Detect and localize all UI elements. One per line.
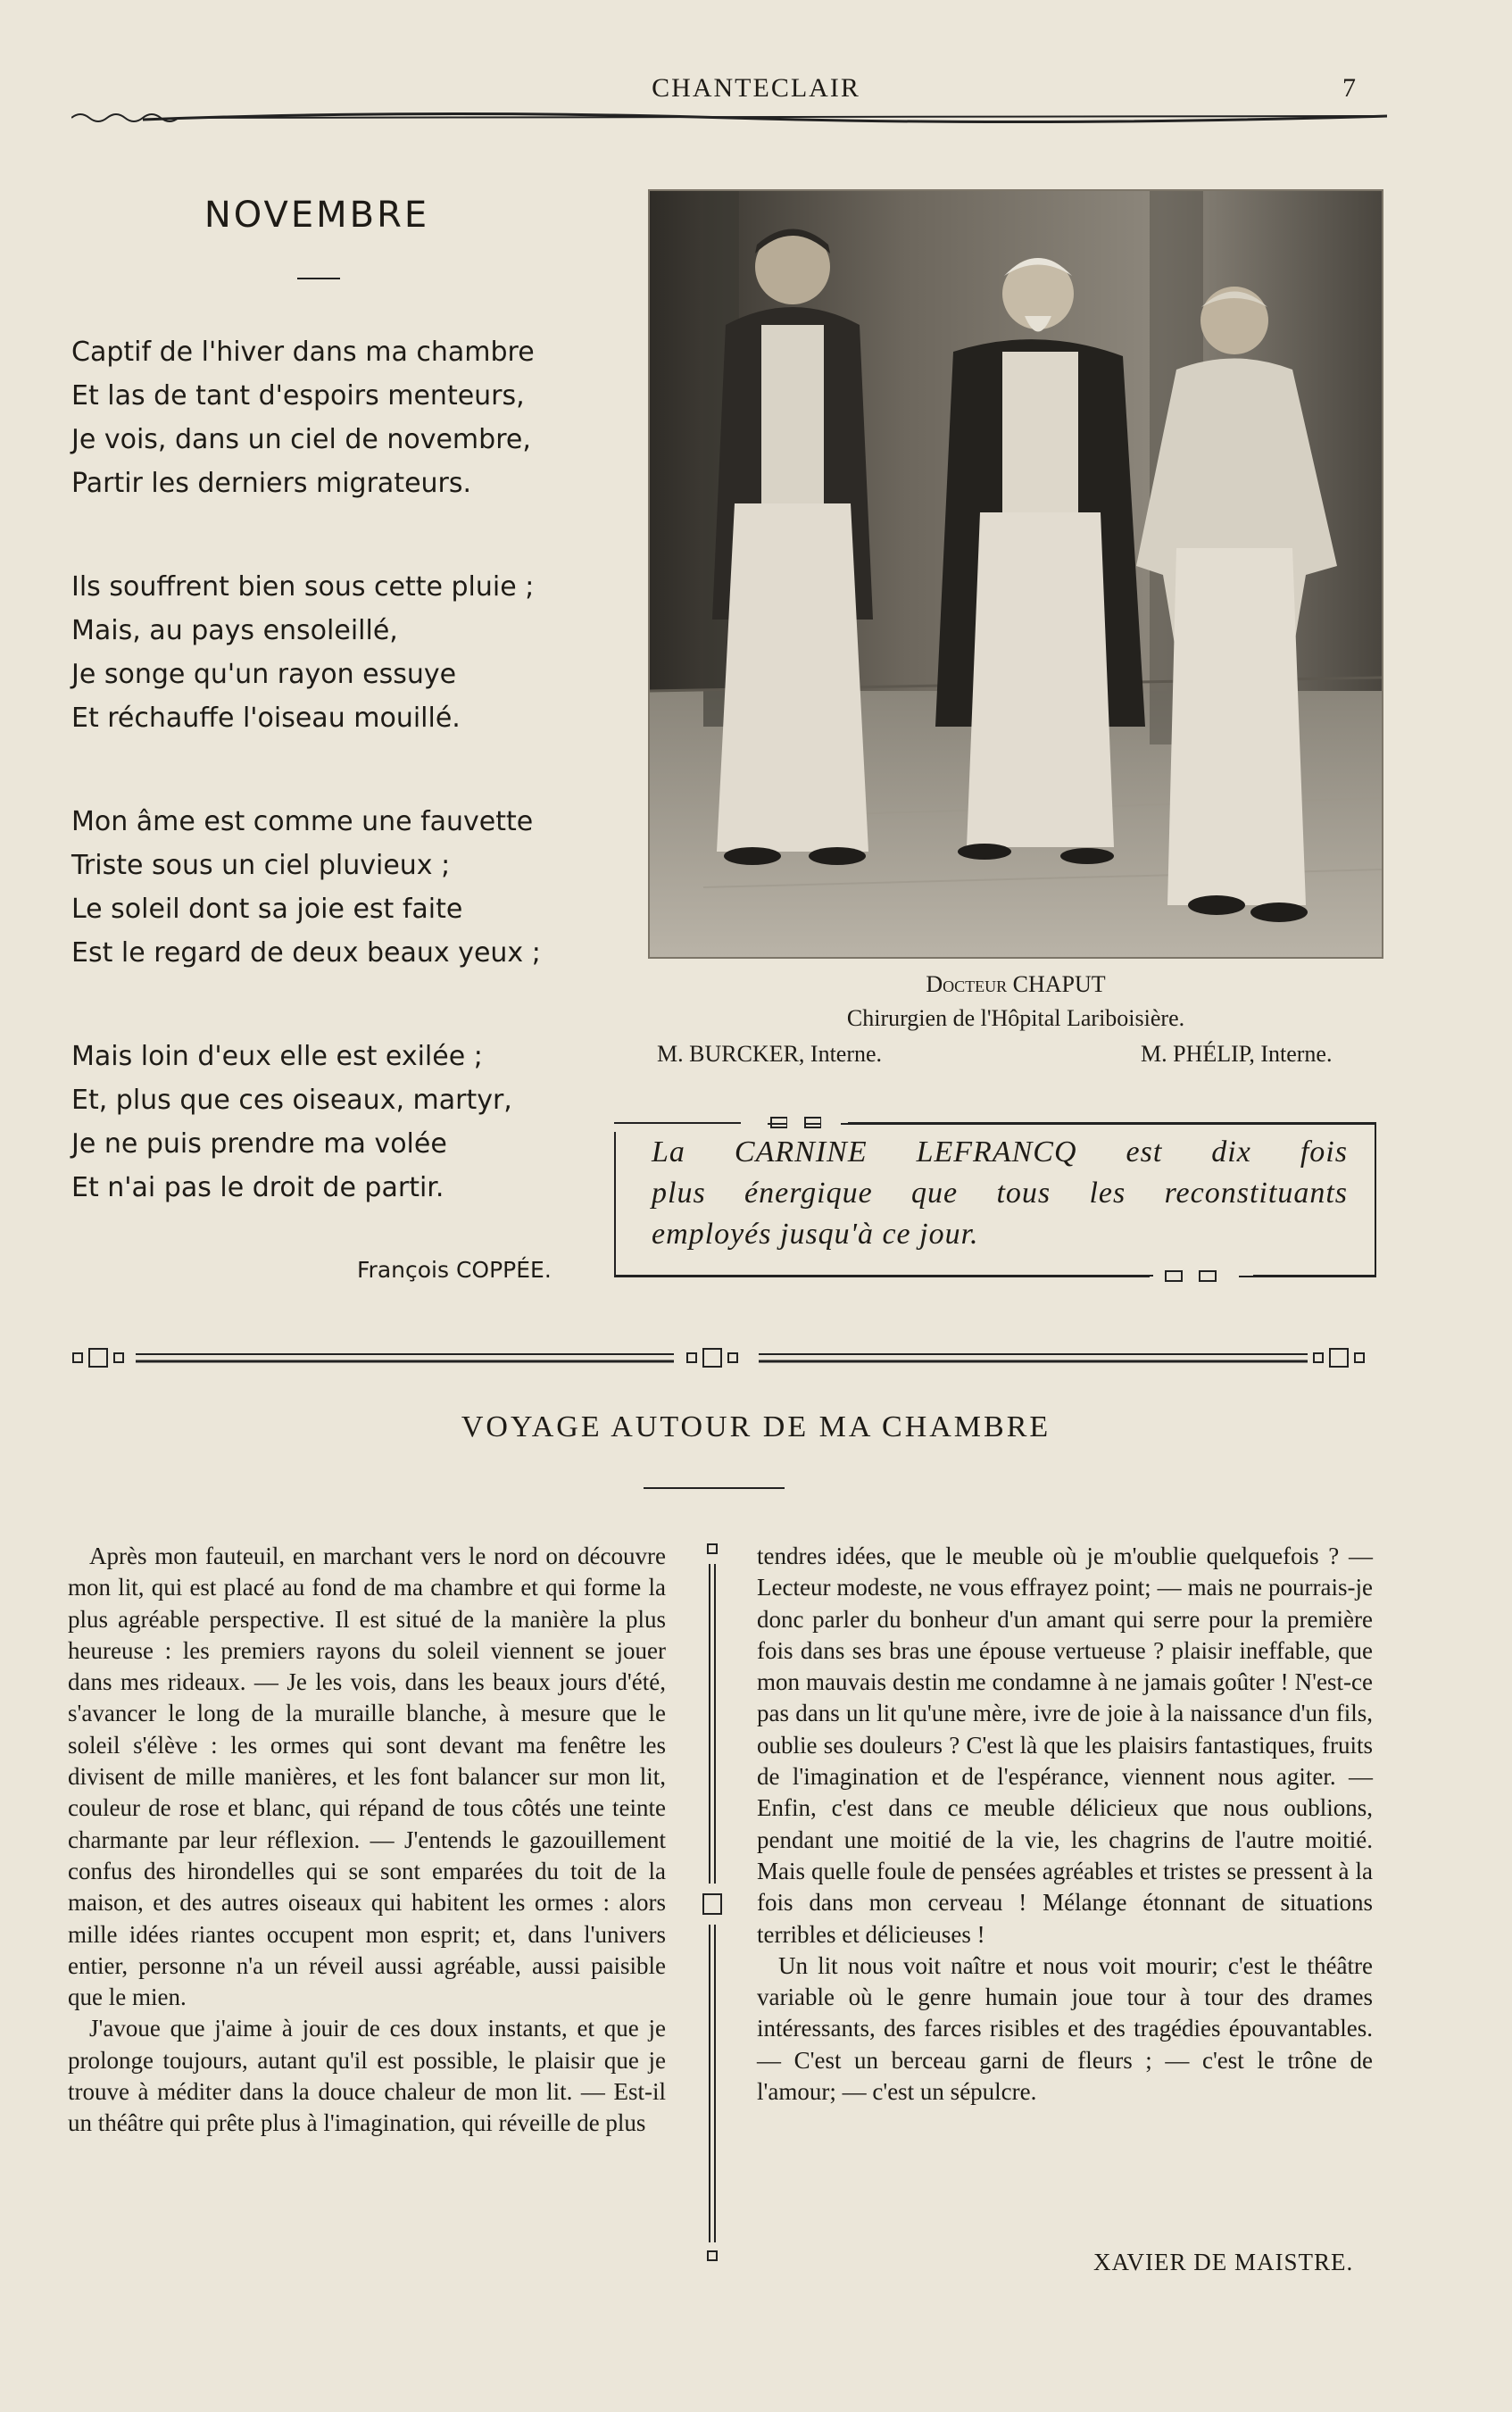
article-paragraph: Après mon fauteuil, en marchant vers le nord on découvre mon lit, qui est placé au fond de ma chambre et qui forme la plus agréable perspective. Il est situé de la manière la plus heureuse : les premiers rayons du soleil viennent se jouer dans mes rideaux. — Je les vois, dans les beaux jours d'été, s'avancer le long de la muraille blanche, à mesure que le soleil s'élève : les ormes qui sont devant ma fenêtre les divisent de mille manières, et les font balancer sur mon lit, couleur de rose et blanc, qui répand de tous côtés une teinte charmante par leur réflexion. — J'entends le gazouillement confus des hirondelles qui se sont emparées du toit de la maison, et des autres oiseaux qui habitent les ormes : alors mille idées riantes occupent mon esprit; et, dans l'univers entier, personne n'a un réveil aussi agréable, aussi paisible que le mien.: [68, 1543, 666, 2011]
advert-text: [652, 1132, 1348, 1255]
advert-line: employés jusqu'à ce jour.: [652, 1218, 979, 1251]
poem-title-dash: [297, 278, 340, 279]
photo-caption-right: M. PHÉLIP, Interne.: [1141, 1041, 1333, 1067]
poem-line: Et, plus que ces oiseaux, martyr,: [71, 1085, 512, 1116]
article-paragraph: Un lit nous voit naître et nous voit mourir; c'est le théâtre variable où le genre humain joue tour à tour des drames intéressants, des farces risibles et des tragédies épouvantables. — C'est un berceau garni de fleurs ; — c'est le trône de l'amour; — c'est un sépulcre.: [757, 1951, 1373, 2106]
poem-line: Et n'ai pas le droit de partir.: [71, 1172, 444, 1203]
advert-line: La CARNINE LEFRANCQ est dix fois: [652, 1135, 1348, 1169]
poem-line: Je songe qu'un rayon essuye: [71, 659, 457, 690]
poem-body: [71, 330, 607, 1269]
photo-caption-title: Docteur CHAPUT: [926, 971, 1106, 997]
poem-stanza: [71, 800, 607, 975]
photograph-three-doctors: [648, 189, 1383, 959]
poem-line: Le soleil dont sa joie est faite: [71, 894, 463, 925]
section-divider-ornament: [71, 1341, 1387, 1377]
poem-line: Je vois, dans un ciel de novembre,: [71, 424, 531, 455]
poem-stanza: [71, 565, 607, 740]
poem-title: NOVEMBRE: [204, 195, 430, 236]
article-column-right: [757, 1541, 1373, 2108]
header-wavy-rule: [71, 105, 1387, 127]
running-title: CHANTECLAIR: [652, 73, 860, 103]
poem-author: François COPPÉE.: [357, 1257, 552, 1283]
photo-caption-left: M. BURCKER, Interne.: [657, 1041, 883, 1067]
article-column-left: [68, 1541, 666, 2140]
article-title-rule: [644, 1487, 785, 1489]
figure-left: [712, 229, 873, 866]
poem-stanza: [71, 330, 607, 505]
article-paragraph: J'avoue que j'aime à jouir de ces doux instants, et que je prolonge toujours, autant qu'il est possible, le plaisir que je trouve à méditer dans la douce chaleur de mon lit. — Est-il un théâtre qui prête plus à l'imagination, qui réveille de plus: [68, 2015, 666, 2137]
poem-line: Est le regard de deux beaux yeux ;: [71, 937, 541, 969]
page-number: 7: [1342, 73, 1356, 103]
poem-line: Partir les derniers migrateurs.: [71, 468, 472, 499]
advert-box-bottom-ornament: [614, 1264, 1376, 1289]
poem-line: Mais, au pays ensoleillé,: [71, 615, 398, 646]
poem-line: Triste sous un ciel pluvieux ;: [71, 850, 451, 881]
photo-caption-subtitle: Chirurgien de l'Hôpital Lariboisière.: [846, 1005, 1185, 1031]
poem-line: Et réchauffe l'oiseau mouillé.: [71, 703, 461, 734]
column-separator-ornament: [693, 1541, 732, 2264]
advert-line: plus énergique que tous les reconstituants: [652, 1177, 1348, 1210]
poem-line: Ils souffrent bien sous cette pluie ;: [71, 571, 535, 603]
poem-stanza: [71, 1035, 607, 1210]
poem-line: Mais loin d'eux elle est exilée ;: [71, 1041, 483, 1072]
poem-line: Je ne puis prendre ma volée: [71, 1128, 447, 1160]
article-paragraph: tendres idées, que le meuble où je m'oublie quelquefois ? — Lecteur modeste, ne vous effrayez point; — mais ne pourrais-je donc parler du bonheur d'un amant qui serre pour la première fois dans ses bras une épouse vertueuse ? plaisir ineffable, que mon mauvais destin me condamne à ne jamais goûter ! N'est-ce pas dans un lit qu'une mère, ivre de joie à la naissance d'un fils, oublie ses douleurs ? C'est là que les plaisirs fantastiques, fruits de l'imagination et de l'espérance, viennent nous agiter. — Enfin, c'est dans ce meuble délicieux que nous oublions, pendant une moitié de la vie, les chagrins de l'autre moitié. Mais quelle foule de pensées agréables et tristes se pressent à la fois dans mon cerveau ! Mélange étonnant de situations terribles et délicieuses !: [757, 1543, 1373, 1948]
photo-illustration: [650, 191, 1382, 957]
poem-line: Captif de l'hiver dans ma chambre: [71, 337, 535, 368]
article-author: XAVIER DE MAISTRE.: [1093, 2249, 1354, 2275]
poem-line: Mon âme est comme une fauvette: [71, 806, 534, 837]
poem-line: Et las de tant d'espoirs menteurs,: [71, 380, 525, 412]
article-title: VOYAGE AUTOUR DE MA CHAMBRE: [461, 1410, 1051, 1443]
